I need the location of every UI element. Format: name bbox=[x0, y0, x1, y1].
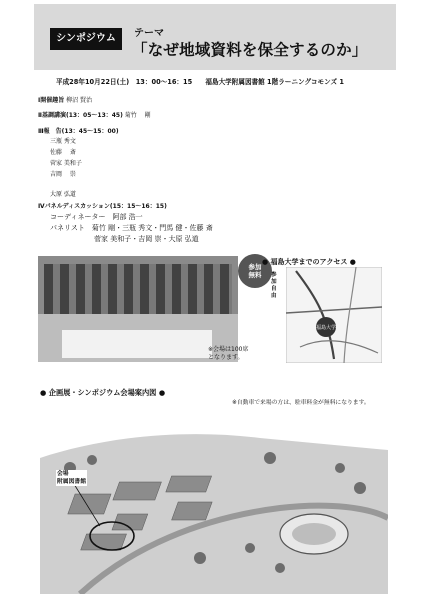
header-band bbox=[34, 4, 396, 70]
reports-label: Ⅲ報 告(13：45〜15：00) bbox=[38, 128, 119, 135]
page-title: 「なぜ地域資料を保全するのか」 bbox=[132, 41, 368, 59]
campus-map bbox=[40, 398, 388, 594]
venue-capacity-note bbox=[208, 346, 248, 362]
badge-line-1: 参加 bbox=[248, 263, 262, 271]
photo-group-people bbox=[44, 264, 232, 318]
program-opening bbox=[38, 97, 92, 105]
symposium-label: シンポジウム bbox=[50, 28, 122, 50]
access-map bbox=[286, 267, 382, 363]
lecture-label: Ⅱ基調講演(13：05〜13：45) bbox=[38, 112, 123, 119]
lecture-speaker: 菊竹 剛 bbox=[124, 112, 151, 119]
opening-label: Ⅰ開催趣旨 bbox=[38, 97, 65, 104]
program-panel-heading bbox=[38, 203, 167, 211]
reporter-2: 佐藤 斎 bbox=[50, 149, 76, 156]
reporter-1: 三瓶 秀文 bbox=[50, 138, 76, 145]
venue-label-line-2: 附属図書館 bbox=[57, 479, 86, 485]
panel-label: Ⅳパネルディスカッション(15：15〜16：15) bbox=[38, 203, 167, 210]
theme-label: テーマ bbox=[134, 28, 164, 39]
reporter-5: 大原 弘道 bbox=[50, 191, 76, 198]
capacity-line-1: ※会場は100席 bbox=[208, 346, 249, 353]
badge-line-2: 無料 bbox=[248, 271, 262, 279]
reporter-4: 吉岡 崇 bbox=[50, 171, 76, 178]
access-title: ● 福島大学までのアクセス ● bbox=[262, 258, 356, 266]
reporter-3: 菅家 美和子 bbox=[50, 160, 82, 167]
panelists-line-2: 菅家 美和子・吉岡 崇・大原 弘道 bbox=[94, 235, 199, 243]
map-univ-label: 福島大学 bbox=[315, 325, 337, 331]
campus-map-title: ● 企画展・シンポジウム会場案内図 ● bbox=[40, 388, 166, 397]
panelists-line-1: パネリスト 菊竹 剛・三瓶 秀文・門馬 健・佐藤 斎 bbox=[50, 224, 213, 232]
venue-label-line-1: 会場 bbox=[57, 471, 69, 477]
capacity-line-2: となります。 bbox=[208, 354, 244, 361]
photo-table bbox=[62, 330, 212, 358]
program-reports-heading bbox=[38, 128, 119, 136]
program-lecture bbox=[38, 112, 151, 120]
opening-speaker: 柳沼 賢治 bbox=[66, 97, 93, 104]
open-attendance-note: 参加自由 bbox=[271, 272, 277, 299]
parking-note: ※自動車で来場の方は、駐車料金が無料になります。 bbox=[232, 400, 370, 406]
venue-label bbox=[56, 470, 87, 486]
coordinator-line: コーディネーター 阿部 浩一 bbox=[50, 213, 143, 221]
date-venue-line: 平成28年10月22日(土) 13：00〜16：15 福島大学附属図書館 1階ラーニングコモンズ 1 bbox=[56, 78, 344, 86]
